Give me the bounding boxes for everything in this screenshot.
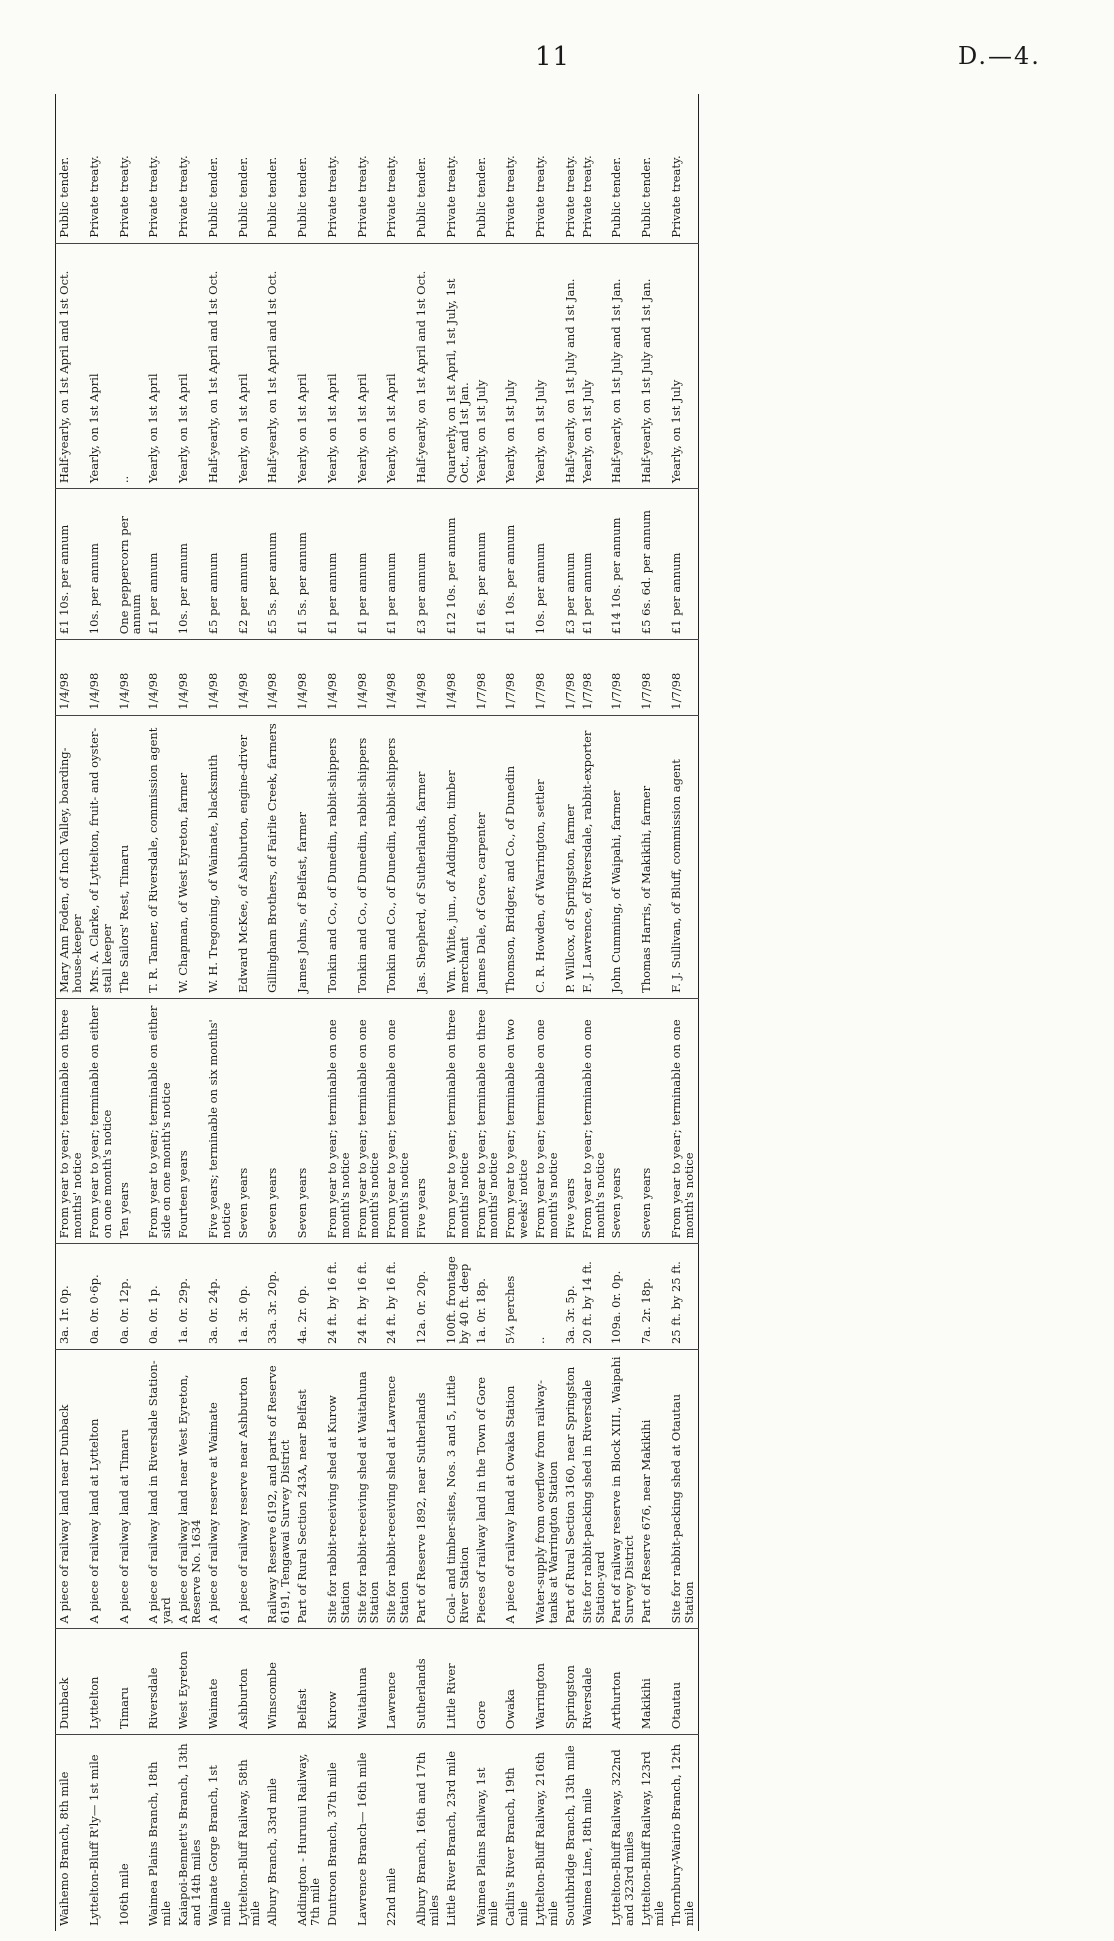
railway-location-cell: Southbridge Branch, 13th mile bbox=[562, 1745, 577, 1926]
description-cell: Site for rabbit-packing shed at Otautau Station bbox=[668, 1350, 698, 1629]
table-row bbox=[638, 94, 668, 1931]
area-cell: 3a. 1r. 0p. bbox=[56, 1244, 86, 1350]
method-cell: Private treaty. bbox=[145, 94, 175, 243]
rent-cell: 10s. per annum bbox=[532, 489, 562, 640]
method-cell: Public tender. bbox=[638, 94, 668, 243]
description-cell: A piece of railway reserve near Ashburton bbox=[235, 1350, 265, 1629]
description-cell: Part of Reserve 1892, near Sutherlands bbox=[413, 1350, 443, 1629]
table-row bbox=[324, 94, 354, 1931]
date-cell: 1/7/98 bbox=[579, 640, 609, 716]
rent-cell: £1 per annum bbox=[354, 489, 384, 640]
method-cell: Public tender. bbox=[294, 94, 324, 243]
railway-location-cell: Kaiapoi-Bennett's Branch, 13th and 14th miles bbox=[176, 1743, 203, 1926]
date-cell: 1/7/98 bbox=[608, 640, 638, 716]
lessee-cell: Mrs. A. Clarke, of Lyttelton, fruit- and oyster-stall keeper bbox=[86, 715, 116, 998]
table-row bbox=[668, 94, 698, 1931]
method-cell: Public tender. bbox=[264, 94, 294, 243]
lessee-cell: The Sailors' Rest, Timaru bbox=[116, 715, 146, 998]
payment-cell: Half-yearly, on 1st July and 1st Jan. bbox=[608, 243, 638, 488]
railway-location-cell: Duntroon Branch, 37th mile bbox=[324, 1762, 339, 1926]
table-row bbox=[145, 94, 175, 1931]
station-cell: Winscombe bbox=[264, 1629, 294, 1735]
station-cell: Sutherlands bbox=[413, 1629, 443, 1735]
lessee-cell: Wm. White, jun., of Addington, timber merchant bbox=[443, 715, 473, 998]
date-cell: 1/4/98 bbox=[383, 640, 413, 716]
area-cell: 1a. 3r. 0p. bbox=[235, 1244, 265, 1350]
date-cell: 1/7/98 bbox=[532, 640, 562, 716]
method-cell: Private treaty. bbox=[443, 94, 473, 243]
description-cell: A piece of railway land in Riversdale Station-yard bbox=[145, 1350, 175, 1629]
date-cell: 1/4/98 bbox=[116, 640, 146, 716]
method-cell: Private treaty. bbox=[579, 94, 609, 243]
date-cell: 1/7/98 bbox=[638, 640, 668, 716]
rent-cell: £12 10s. per annum bbox=[443, 489, 473, 640]
date-cell: 1/7/98 bbox=[562, 640, 579, 716]
railway-location-cell: Albury Branch, 33rd mile bbox=[265, 1778, 280, 1926]
lessee-cell: Edward McKee, of Ashburton, engine-driver bbox=[235, 715, 265, 998]
rent-cell: £5 5s. per annum bbox=[264, 489, 294, 640]
station-cell: Waimate bbox=[205, 1629, 235, 1735]
area-cell: 25 ft. by 25 ft. bbox=[668, 1244, 698, 1350]
description-cell: Pieces of railway land in the Town of Gore bbox=[473, 1350, 503, 1629]
description-cell: Site for rabbit-receiving shed at Waitahuna Station bbox=[354, 1350, 384, 1629]
station-cell: Ashburton bbox=[235, 1629, 265, 1735]
document-reference: D.—4. bbox=[958, 42, 1041, 70]
table-row bbox=[264, 94, 294, 1931]
lessee-cell: James Dale, of Gore, carpenter bbox=[473, 715, 503, 998]
station-cell: Lyttelton bbox=[86, 1629, 116, 1735]
area-cell: 0a. 0r. 1p. bbox=[145, 1244, 175, 1350]
lessee-cell: Tonkin and Co., of Dunedin, rabbit-shippers bbox=[354, 715, 384, 998]
lessee-cell: Gillingham Brothers, of Fairlie Creek, farmers bbox=[264, 715, 294, 998]
payment-cell: Yearly, on 1st April bbox=[235, 243, 265, 488]
station-cell: Timaru bbox=[116, 1629, 146, 1735]
term-cell: Five years; terminable on six months' notice bbox=[205, 998, 235, 1243]
method-cell: Private treaty. bbox=[116, 94, 146, 243]
term-cell: From year to year; terminable on two weeks' notice bbox=[502, 998, 532, 1243]
term-cell: From year to year; terminable on one month's notice bbox=[354, 998, 384, 1243]
page-number: 11 bbox=[535, 42, 571, 72]
payment-cell: Yearly, on 1st July bbox=[532, 243, 562, 488]
railway-location-cell: Lyttelton-Bluff Railway, 58th mile bbox=[235, 1759, 263, 1926]
date-cell: 1/4/98 bbox=[145, 640, 175, 716]
area-cell: 5¼ perches bbox=[502, 1244, 532, 1350]
area-cell: 24 ft. by 16 ft. bbox=[324, 1244, 354, 1350]
table-row bbox=[205, 94, 235, 1931]
description-cell: Site for rabbit-packing shed in Riversdale Station-yard bbox=[579, 1350, 609, 1629]
term-cell: Five years bbox=[413, 998, 443, 1243]
method-cell: Private treaty. bbox=[324, 94, 354, 243]
table-row bbox=[532, 94, 562, 1931]
railway-location-cell: Lawrence Branch— 16th mile bbox=[354, 1752, 369, 1926]
payment-cell: .. bbox=[116, 243, 146, 488]
railway-location-cell: 22nd mile bbox=[384, 1867, 399, 1926]
table-row bbox=[383, 94, 413, 1931]
table-row bbox=[413, 94, 443, 1931]
description-cell: A piece of railway land at Timaru bbox=[116, 1350, 146, 1629]
rent-cell: £5 per annum bbox=[205, 489, 235, 640]
railway-location-cell: Lyttelton-Bluff Railway, 123rd mile bbox=[639, 1751, 666, 1926]
lessee-cell: W. H. Tregoning, of Waimate, blacksmith bbox=[205, 715, 235, 998]
station-cell: Lawrence bbox=[383, 1629, 413, 1735]
area-cell: 3a. 3r. 5p. bbox=[562, 1244, 579, 1350]
station-cell: Belfast bbox=[294, 1629, 324, 1735]
payment-cell: Half-yearly, on 1st April and 1st Oct. bbox=[56, 243, 86, 488]
rent-cell: £1 per annum bbox=[324, 489, 354, 640]
rent-cell: £1 10s. per annum bbox=[502, 489, 532, 640]
station-cell: Gore bbox=[473, 1629, 503, 1735]
railway-location-cell: Albury Branch, 16th and 17th miles bbox=[414, 1751, 441, 1926]
date-cell: 1/4/98 bbox=[205, 640, 235, 716]
term-cell: From year to year; terminable on one month's notice bbox=[383, 998, 413, 1243]
date-cell: 1/4/98 bbox=[443, 640, 473, 716]
table-row bbox=[443, 94, 473, 1931]
station-cell: Otautau bbox=[668, 1629, 698, 1735]
area-cell: 33a. 3r. 20p. bbox=[264, 1244, 294, 1350]
term-cell: Seven years bbox=[294, 998, 324, 1243]
description-cell: A piece of railway land near Dunback bbox=[56, 1350, 86, 1629]
area-cell: 109a. 0r. 0p. bbox=[608, 1244, 638, 1350]
railway-location-cell: Little River Branch, 23rd mile bbox=[443, 1750, 458, 1926]
station-cell: Riversdale bbox=[145, 1629, 175, 1735]
lessee-cell: Jas. Shepherd, of Sutherlands, farmer bbox=[413, 715, 443, 998]
date-cell: 1/7/98 bbox=[668, 640, 698, 716]
term-cell: From year to year; terminable on either on one month's notice bbox=[86, 998, 116, 1243]
description-cell: Part of railway reserve in Block XIII., Waipahi Survey District bbox=[608, 1350, 638, 1629]
table-row bbox=[294, 94, 324, 1931]
area-cell: 0a. 0r. 0·6p. bbox=[86, 1244, 116, 1350]
lessee-cell: T. R. Tanner, of Riversdale, commission agent bbox=[145, 715, 175, 998]
rent-cell: £1 5s. per annum bbox=[294, 489, 324, 640]
method-cell: Public tender. bbox=[56, 94, 86, 243]
payment-cell: Yearly, on 1st July bbox=[579, 243, 609, 488]
table-row bbox=[579, 94, 609, 1931]
table-row bbox=[502, 94, 532, 1931]
description-cell: Site for rabbit-receiving shed at Lawrence Station bbox=[383, 1350, 413, 1629]
area-cell: 3a. 0r. 24p. bbox=[205, 1244, 235, 1350]
payment-cell: Yearly, on 1st April bbox=[383, 243, 413, 488]
area-cell: 24 ft. by 16 ft. bbox=[354, 1244, 384, 1350]
station-cell: Waitahuna bbox=[354, 1629, 384, 1735]
date-cell: 1/4/98 bbox=[354, 640, 384, 716]
railway-location-cell: Waimate Gorge Branch, 1st mile bbox=[205, 1765, 233, 1926]
term-cell: From year to year; terminable on one month's notice bbox=[579, 998, 609, 1243]
method-cell: Private treaty. bbox=[175, 94, 205, 243]
table-row bbox=[235, 94, 265, 1931]
lessee-cell: F. J. Sullivan, of Bluff, commission agent bbox=[668, 715, 698, 998]
rent-cell: 10s. per annum bbox=[86, 489, 116, 640]
term-cell: From year to year; terminable on three months' notice bbox=[56, 998, 86, 1243]
rent-cell: £3 per annum bbox=[562, 489, 579, 640]
station-cell: Arthurton bbox=[608, 1629, 638, 1735]
rent-cell: £3 per annum bbox=[413, 489, 443, 640]
method-cell: Private treaty. bbox=[86, 94, 116, 243]
method-cell: Private treaty. bbox=[383, 94, 413, 243]
payment-cell: Quarterly, on 1st April, 1st July, 1st Oct., and 1st Jan. bbox=[443, 243, 473, 488]
lessee-cell: Thomas Harris, of Makikihi, farmer bbox=[638, 715, 668, 998]
method-cell: Private treaty. bbox=[502, 94, 532, 243]
term-cell: Seven years bbox=[235, 998, 265, 1243]
description-cell: A piece of railway land at Lyttelton bbox=[86, 1350, 116, 1629]
railway-location-cell: Waimea Plains Branch, 18th mile bbox=[146, 1761, 174, 1926]
railway-location-cell: 106th mile bbox=[116, 1863, 131, 1926]
term-cell: From year to year; terminable on either side on one month's notice bbox=[145, 998, 175, 1243]
payment-cell: Yearly, on 1st April bbox=[175, 243, 205, 488]
date-cell: 1/4/98 bbox=[235, 640, 265, 716]
method-cell: Public tender. bbox=[473, 94, 503, 243]
date-cell: 1/4/98 bbox=[175, 640, 205, 716]
rent-cell: £1 10s. per annum bbox=[56, 489, 86, 640]
description-cell: Railway Reserve 6192, and parts of Reserve 6191, Tengawai Survey District bbox=[264, 1350, 294, 1629]
payment-cell: Yearly, on 1st April bbox=[86, 243, 116, 488]
description-cell: A piece of railway reserve at Waimate bbox=[205, 1350, 235, 1629]
date-cell: 1/4/98 bbox=[294, 640, 324, 716]
table-row bbox=[175, 94, 205, 1931]
date-cell: 1/4/98 bbox=[86, 640, 116, 716]
payment-cell: Yearly, on 1st July bbox=[668, 243, 698, 488]
term-cell: Fourteen years bbox=[175, 998, 205, 1243]
lessee-cell: Tonkin and Co., of Dunedin, rabbit-shippers bbox=[383, 715, 413, 998]
railway-location-cell: Lyttelton-Bluff R'ly— 1st mile bbox=[86, 1754, 101, 1926]
rent-cell: £14 10s. per annum bbox=[608, 489, 638, 640]
lessee-cell: Tonkin and Co., of Dunedin, rabbit-shippers bbox=[324, 715, 354, 998]
railway-location-cell: Waimea Plains Railway, 1st mile bbox=[473, 1767, 501, 1926]
railway-location-cell: Lyttelton-Bluff Railway, 322nd and 323rd miles bbox=[609, 1749, 637, 1926]
rent-cell: £1 per annum bbox=[383, 489, 413, 640]
term-cell: From year to year; terminable on three months' notice bbox=[473, 998, 503, 1243]
term-cell: From year to year; terminable on one month's notice bbox=[532, 998, 562, 1243]
term-cell: Five years bbox=[562, 998, 579, 1243]
payment-cell: Yearly, on 1st April bbox=[324, 243, 354, 488]
method-cell: Private treaty. bbox=[562, 94, 579, 243]
payment-cell: Yearly, on 1st April bbox=[354, 243, 384, 488]
term-cell: From year to year; terminable on three months' notice bbox=[443, 998, 473, 1243]
term-cell: Seven years bbox=[264, 998, 294, 1243]
date-cell: 1/4/98 bbox=[413, 640, 443, 716]
description-cell: Coal- and timber-sites, Nos. 3 and 5, Little River Station bbox=[443, 1350, 473, 1629]
table-row bbox=[473, 94, 503, 1931]
table-row bbox=[562, 94, 579, 1931]
description-cell: Part of Reserve 676, near Makikihi bbox=[638, 1350, 668, 1629]
lessee-cell: John Cumming, of Waipahi, farmer bbox=[608, 715, 638, 998]
date-cell: 1/7/98 bbox=[473, 640, 503, 716]
area-cell: 7a. 2r. 18p. bbox=[638, 1244, 668, 1350]
payment-cell: Yearly, on 1st April bbox=[145, 243, 175, 488]
station-cell: Springston bbox=[562, 1629, 579, 1735]
method-cell: Private treaty. bbox=[532, 94, 562, 243]
station-cell: Little River bbox=[443, 1629, 473, 1735]
description-cell: Site for rabbit-receiving shed at Kurow Station bbox=[324, 1350, 354, 1629]
table-row bbox=[116, 94, 146, 1931]
station-cell: West Eyreton bbox=[175, 1629, 205, 1735]
payment-cell: Half-yearly, on 1st July and 1st Jan. bbox=[562, 243, 579, 488]
station-cell: Owaka bbox=[502, 1629, 532, 1735]
lessee-cell: P. Willcox, of Springston, farmer bbox=[562, 715, 579, 998]
lessee-cell: F. J. Lawrence, of Riversdale, rabbit-exporter bbox=[579, 715, 609, 998]
payment-cell: Half-yearly, on 1st April and 1st Oct. bbox=[205, 243, 235, 488]
payment-cell: Yearly, on 1st April bbox=[294, 243, 324, 488]
method-cell: Public tender. bbox=[608, 94, 638, 243]
rent-cell: £1 per annum bbox=[579, 489, 609, 640]
description-cell: A piece of railway land at Owaka Station bbox=[502, 1350, 532, 1629]
method-cell: Public tender. bbox=[413, 94, 443, 243]
term-cell: Ten years bbox=[116, 998, 146, 1243]
rotated-table-container bbox=[55, 94, 1028, 1931]
railway-location-cell: Catlin's River Branch, 19th mile bbox=[503, 1767, 531, 1926]
lessee-cell: Thomson, Bridger, and Co., of Dunedin bbox=[502, 715, 532, 998]
rent-cell: £2 per annum bbox=[235, 489, 265, 640]
payment-cell: Yearly, on 1st July bbox=[502, 243, 532, 488]
area-cell: .. bbox=[532, 1244, 562, 1350]
date-cell: 1/4/98 bbox=[264, 640, 294, 716]
station-cell: Makikihi bbox=[638, 1629, 668, 1735]
term-cell: From year to year; terminable on one month's notice bbox=[668, 998, 698, 1243]
station-cell: Dunback bbox=[56, 1629, 86, 1735]
area-cell: 12a. 0r. 20p. bbox=[413, 1244, 443, 1350]
rent-cell: One peppercorn per annum bbox=[116, 489, 146, 640]
area-cell: 1a. 0r. 29p. bbox=[175, 1244, 205, 1350]
table-body bbox=[56, 94, 699, 1931]
description-cell: Part of Rural Section 243A, near Belfast bbox=[294, 1350, 324, 1629]
rent-cell: £1 per annum bbox=[145, 489, 175, 640]
table-row bbox=[608, 94, 638, 1931]
lessee-cell: James Johns, of Belfast, farmer bbox=[294, 715, 324, 998]
method-cell: Public tender. bbox=[235, 94, 265, 243]
term-cell: Seven years bbox=[638, 998, 668, 1243]
date-cell: 1/4/98 bbox=[56, 640, 86, 716]
method-cell: Private treaty. bbox=[668, 94, 698, 243]
lessee-cell: W. Chapman, of West Eyreton, farmer bbox=[175, 715, 205, 998]
description-cell: Water-supply from overflow from railway-tanks at Warrington Station bbox=[532, 1350, 562, 1629]
area-cell: 24 ft. by 16 ft. bbox=[383, 1244, 413, 1350]
payment-cell: Half-yearly, on 1st April and 1st Oct. bbox=[413, 243, 443, 488]
railway-location-cell: Waihemo Branch, 8th mile bbox=[57, 1771, 71, 1926]
area-cell: 20 ft. by 14 ft. bbox=[579, 1244, 609, 1350]
term-cell: Seven years bbox=[608, 998, 638, 1243]
railway-location-cell: Lyttelton-Bluff Railway, 216th mile bbox=[533, 1752, 560, 1926]
rent-cell: £5 6s. 6d. per annum bbox=[638, 489, 668, 640]
payment-cell: Half-yearly, on 1st April and 1st Oct. bbox=[264, 243, 294, 488]
table-row bbox=[354, 94, 384, 1931]
area-cell: 4a. 2r. 0p. bbox=[294, 1244, 324, 1350]
area-cell: 0a. 0r. 12p. bbox=[116, 1244, 146, 1350]
description-cell: A piece of railway land near West Eyreton, Reserve No. 1634 bbox=[175, 1350, 205, 1629]
railway-location-cell: Addington - Hurunui Railway, 7th mile bbox=[295, 1753, 322, 1926]
payment-cell: Yearly, on 1st July bbox=[473, 243, 503, 488]
method-cell: Private treaty. bbox=[354, 94, 384, 243]
table-row bbox=[86, 94, 116, 1931]
lease-table bbox=[55, 94, 699, 1931]
description-cell: Part of Rural Section 3160, near Springston bbox=[562, 1350, 579, 1629]
station-cell: Riversdale bbox=[579, 1629, 609, 1735]
area-cell: 100ft. frontage by 40 ft. deep bbox=[443, 1244, 473, 1350]
table-row bbox=[56, 94, 86, 1931]
lessee-cell: C. R. Howden, of Warrington, settler bbox=[532, 715, 562, 998]
station-cell: Warrington bbox=[532, 1629, 562, 1735]
term-cell: From year to year; terminable on one month's notice bbox=[324, 998, 354, 1243]
method-cell: Public tender. bbox=[205, 94, 235, 243]
date-cell: 1/7/98 bbox=[502, 640, 532, 716]
payment-cell: Half-yearly, on 1st July and 1st Jan. bbox=[638, 243, 668, 488]
railway-location-cell: Thornbury-Wairio Branch, 12th mile bbox=[668, 1743, 696, 1926]
date-cell: 1/4/98 bbox=[324, 640, 354, 716]
rent-cell: 10s. per annum bbox=[175, 489, 205, 640]
area-cell: 1a. 0r. 18p. bbox=[473, 1244, 503, 1350]
station-cell: Kurow bbox=[324, 1629, 354, 1735]
lessee-cell: Mary Ann Foden, of Inch Valley, boarding-house-keeper bbox=[56, 715, 86, 998]
rent-cell: £1 6s. per annum bbox=[473, 489, 503, 640]
railway-location-cell: Waimea Line, 18th mile bbox=[579, 1788, 594, 1926]
rent-cell: £1 per annum bbox=[668, 489, 698, 640]
